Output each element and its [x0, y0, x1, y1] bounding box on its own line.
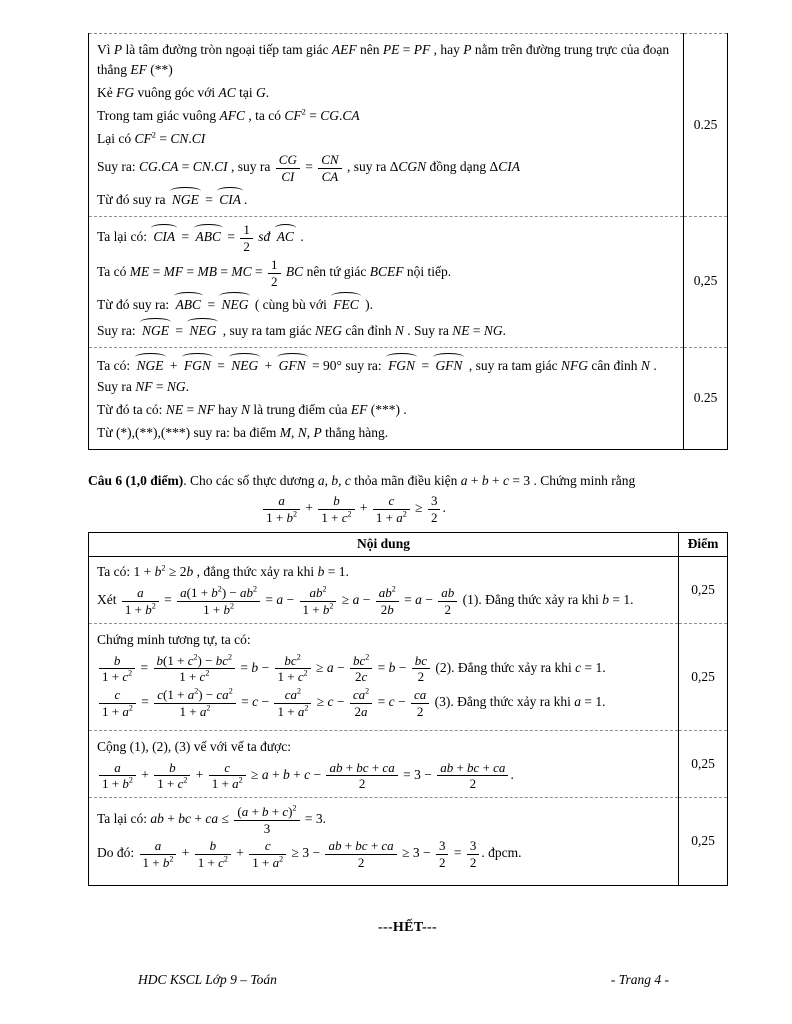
solution-line: $\frac{c}{1 + a^2}$ = $\frac{c(1 + a^2) - ca^2}{1 + a^2}$ = c − $\frac{ca^2}{1 + a^2}$ ≥ c − $\frac{ca^2}{2a}$ = c − $\frac{ca}{2}$ (3). Đẳng thức xảy ra khi a = 1.	[97, 687, 669, 719]
solution-line: Suy ra: CG.CA = CN.CI , suy ra $\frac{CG}{CI}$ = $\frac{CN}{CA}$ , suy ra ΔCGN đồng dạng ΔCIA	[97, 152, 520, 184]
score-cell	[679, 731, 728, 798]
score-cell	[679, 624, 728, 731]
end-marker: ---HẾT---	[378, 920, 437, 936]
table-header-row	[89, 533, 728, 557]
solution-line: Ta lại có: CIA = ABC = $\frac{1}{2}$ sđ AC .	[97, 222, 304, 255]
solution-line: Chứng minh tương tự, ta có:	[97, 631, 251, 647]
table-row	[89, 34, 728, 217]
column-header-score: Điểm	[679, 533, 728, 557]
solution-cell	[89, 347, 684, 449]
footer-doc-title: HDC KSCL Lớp 9 – Toán	[138, 972, 277, 987]
score-value: 0,25	[691, 581, 715, 597]
solution-line: Từ đó ta có: NE = NF hay N là trung điểm của EF (***) .	[97, 401, 407, 417]
solution-line: Vì P là tâm đường tròn ngoại tiếp tam giác AEF nên PE = PF , hay P nằm trên đường trung trực của đoạn thẳng EF (**)	[97, 41, 670, 78]
score-value: 0,25	[693, 273, 718, 289]
solution-line: Từ (*),(**),(***) suy ra: ba điểm M, N, P thẳng hàng.	[97, 424, 389, 440]
page-footer	[88, 970, 727, 991]
score-cell	[679, 798, 728, 886]
answer-key-table-continued	[88, 33, 728, 450]
solution-line: Từ đó suy ra NGE = CIA .	[97, 187, 674, 211]
table-row	[89, 798, 728, 886]
solution-cell	[89, 624, 679, 731]
footer-page-number: - Trang 4 -	[610, 972, 669, 987]
solution-line: $\frac{a}{1 + b^2}$ + $\frac{b}{1 + c^2}$ + $\frac{c}{1 + a^2}$ ≥ a + b + c − $\frac{ab + bc + ca}{2}$ = 3 − $\frac{ab + bc + ca}{2}$ .	[97, 760, 669, 792]
table-row	[89, 216, 728, 347]
page-content	[88, 33, 727, 938]
solution-line: Ta có ME = MF = MB = MC = $\frac{1}{2}$ BC nên tứ giác BCEF nội tiếp.	[97, 256, 452, 289]
score-value: 0.25	[693, 389, 718, 405]
solution-line: Ta lại có: ab + bc + ca ≤ $\frac{(a + b + c)^2}{3}$ = 3.	[97, 803, 327, 836]
solution-cell	[89, 556, 679, 623]
solution-line: Kẻ FG vuông góc với AC tại G.	[97, 85, 270, 101]
score-value: 0,25	[691, 755, 715, 771]
table-row	[89, 347, 728, 449]
solution-line: Từ đó suy ra: ABC = NEG ( cùng bù với FEC ).	[97, 292, 674, 316]
table-row	[89, 624, 728, 731]
solution-line: Ta có: $1 + b^2 \ge 2b$ , đẳng thức xảy ra khi b = 1.	[97, 563, 349, 580]
score-cell	[684, 347, 728, 449]
table-row	[89, 556, 728, 623]
score-value: 0,25	[691, 833, 715, 849]
solution-cell	[89, 216, 684, 347]
problem-statement	[88, 471, 727, 492]
solution-line: Lại có $CF^2 = CN.CI$	[97, 130, 206, 147]
solution-line: Trong tam giác vuông AFC , ta có $CF^2 = CG.CA$	[97, 107, 360, 124]
answer-key-table-cau6	[88, 532, 728, 886]
table-row	[89, 731, 728, 798]
solution-line: Cộng (1), (2), (3) vế với vế ta được:	[97, 738, 292, 754]
problem-intro: . Cho các số thực dương a, b, c thỏa mãn điều kiện a + b + c = 3 . Chứng minh rằng	[183, 472, 636, 488]
column-header-content: Nội dung	[89, 533, 679, 557]
problem-label: Câu 6 (1,0 điểm)	[88, 472, 184, 488]
solution-line: Do đó: $\frac{a}{1 + b^2}$ + $\frac{b}{1 + c^2}$ + $\frac{c}{1 + a^2}$ ≥ 3 − $\frac{ab + bc + ca}{2}$ ≥ 3 − $\frac{3}{2}$ = $\frac{3}{2}$ . đpcm.	[97, 838, 522, 871]
solution-line: Suy ra: NGE = NEG , suy ra tam giác NEG cân đỉnh N . Suy ra NE = NG.	[97, 318, 674, 342]
solution-cell	[89, 731, 679, 798]
solution-cell	[89, 34, 684, 217]
problem-formula: $\frac{a}{1 + b^2}$ + $\frac{b}{1 + c^2}$ + $\frac{c}{1 + a^2}$ ≥ $\frac{3}{2}$ .	[34, 493, 673, 525]
score-cell	[684, 34, 728, 217]
score-value: 0.25	[693, 116, 718, 132]
score-value: 0,25	[691, 668, 715, 684]
solution-line: Ta có: NGE + FGN = NEG + GFN = 90° suy ra: FGN = GFN , suy ra tam giác NFG cân đỉnh N . Suy ra NF = NG.	[97, 353, 674, 397]
score-cell	[684, 216, 728, 347]
solution-line: Xét $\frac{a}{1 + b^2}$ = $\frac{a(1 + b^2) - ab^2}{1 + b^2}$ = a − $\frac{ab^2}{1 + b^2}$ ≥ a − $\frac{ab^2}{2b}$ = a − $\frac{ab}{2}$ (1). Đẳng thức xảy ra khi b = 1.	[97, 585, 634, 618]
score-cell	[679, 556, 728, 623]
solution-line: $\frac{b}{1 + c^2}$ = $\frac{b(1 + c^2) - bc^2}{1 + c^2}$ = b − $\frac{bc^2}{1 + c^2}$ ≥ a − $\frac{bc^2}{2c}$ = b − $\frac{bc}{2}$ (2). Đẳng thức xảy ra khi c = 1.	[97, 653, 669, 685]
solution-cell	[89, 798, 679, 886]
